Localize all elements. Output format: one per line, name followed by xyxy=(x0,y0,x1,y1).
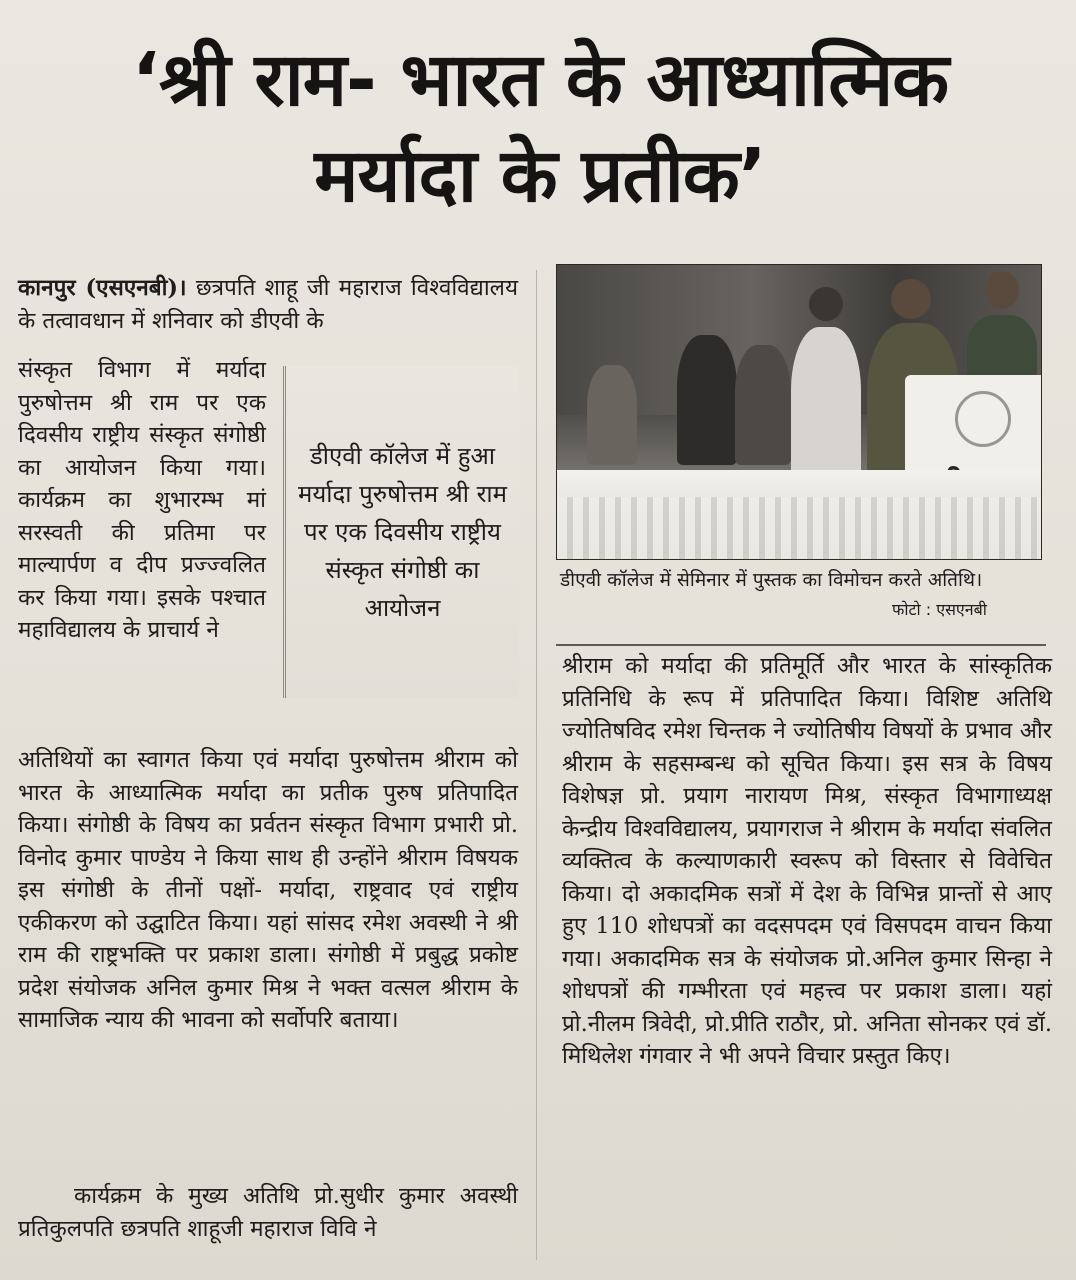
dateline: कानपुर (एसएनबी)। xyxy=(18,275,187,301)
pull-quote-text: डीएवी कॉलेज में हुआ मर्यादा पुरुषोत्तम श्री राम पर एक दिवसीय राष्ट्रीय संस्कृत संगोष्ठी का आयोजन xyxy=(298,442,507,622)
headline-line-2: मर्यादा के प्रतीक’ xyxy=(314,133,766,219)
person-head xyxy=(809,287,843,321)
article-closing-block: कार्यक्रम के मुख्य अतिथि प्रो.सुधीर कुमार अवस्थी प्रतिकुलपति छत्रपति शाहूजी महाराज विवि ने xyxy=(18,1183,518,1242)
article-wide-block: अतिथियों का स्वागत किया एवं मर्यादा पुरुषोत्तम श्रीराम को भारत के आध्यात्मिक मर्यादा का प्रतीक पुरुष प्रतिपादित किया। संगोष्ठी के विषय का प्रर्वतन संस्कृत विभाग प्रभारी प्रो. विनोद कुमार पाण्डेय ने किया साथ ही उन्होंने श्रीराम विषयक इस संगोष्ठी के तीनों पक्षों- मर्यादा, राष्ट्रवाद एवं राष्ट्रीय एकीकरण को उद्घाटित किया। यहां सांसद रमेश अवस्थी ने श्री राम की राष्ट्रभक्ति पर प्रकाश डाला। संगोष्ठी में प्रबुद्ध प्रकोष्ट प्रदेश संयोजक अनिल कुमार मिश्र ने भक्त वत्सल श्रीराम के सामाजिक न्याय की भावना को सर्वोपरि बताया। xyxy=(18,747,518,1033)
column-divider xyxy=(536,270,537,1260)
person-head xyxy=(985,271,1019,309)
intro-text: छत्रपति शाहू जी महाराज विश्वविद्यालय के तत्वावधान में शनिवार को डीएवी के xyxy=(18,275,518,334)
caption-rule xyxy=(556,644,1046,646)
person-figure xyxy=(791,327,861,487)
headline-line-1: ‘श्री राम- भारत के आध्यात्मिक xyxy=(131,37,949,123)
news-photo xyxy=(556,264,1042,560)
photo-caption: डीएवी कॉलेज में सेमिनार में पुस्तक का विमोचन करते अतिथि। xyxy=(560,569,983,591)
article-narrow-block: संस्कृत विभाग में मर्यादा पुरुषोत्तम श्री राम पर एक दिवसीय राष्ट्रीय संस्कृत संगोष्ठी का आयोजन किया गया। कार्यक्रम का शुभारम्भ मां सरस्वती की प्रतिमा पर माल्यार्पण व दीप प्रज्ज्वलित कर किया गया। इसके पश्चात महाविद्यालय के प्राचार्य ने xyxy=(18,357,266,643)
article-right-column: श्रीराम को मर्यादा की प्रतिमूर्ति और भारत के सांस्कृतिक प्रतिनिधि के रूप में प्रतिपादित किया। विशिष्ट अतिथि ज्योतिषविद रमेश चिन्तक ने ज्योतिषीय विषयों के प्रभाव और श्रीराम के सहसम्बन्ध को सूचित किया। इस सत्र के विषय विशेषज्ञ प्रो. प्रयाग नारायण मिश्र, संस्कृत विभागाध्यक्ष केन्द्रीय विश्वविद्यालय, प्रयागराज ने श्रीराम के मर्यादा संवलित व्यक्तित्व के कल्याणकारी स्वरूप को विस्तार से विवेचित किया। दो अकादमिक सत्रों में देश के विभिन्न प्रान्तों से आए हुए 110 शोधपत्रों का वदसपदम एवं विसपदम वाचन किया गया। अकादमिक सत्र के संयोजक प्रो.अनिल कुमार सिन्हा ने शोधपत्रों की गम्भीरता एवं महत्त्व पर प्रकाश डाला। यहां प्रो.नीलम त्रिवेदी, प्रो.प्रीति राठौर, प्रो. अनिता सोनकर एवं डॉ. मिथिलेश गंगवार ने भी अपने विचार प्रस्तुत किए। xyxy=(562,653,1052,1069)
person-figure xyxy=(735,345,791,465)
seal-icon xyxy=(955,391,1011,447)
pull-quote xyxy=(283,366,519,698)
headline xyxy=(10,32,1070,224)
table-skirt xyxy=(557,497,1042,560)
photo-credit: फोटो : एसएनबी xyxy=(892,600,987,619)
person-figure xyxy=(587,365,637,465)
person-figure xyxy=(677,335,737,465)
person-head xyxy=(891,279,931,319)
article-intro xyxy=(18,272,518,337)
